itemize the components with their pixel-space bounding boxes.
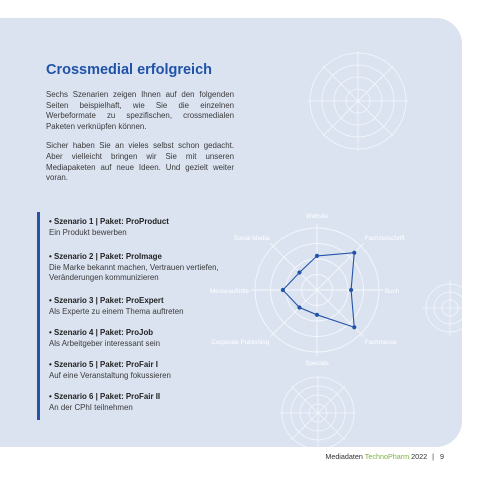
spider-web-decoration-bottom <box>278 373 358 447</box>
scenario-item-4 <box>49 328 160 349</box>
radar-data-point <box>352 325 356 329</box>
scenario-description: Ein Produkt bewerben <box>49 227 127 237</box>
page-title: Crossmedial erfolgreich <box>46 62 212 78</box>
radar-axis <box>270 290 317 337</box>
scenario-item-3 <box>49 296 184 317</box>
radar-axis-label: Website <box>305 213 329 220</box>
scenario-heading: • Szenario 6 | Paket: ProFair II <box>49 392 160 403</box>
media-radar-chart <box>190 178 430 378</box>
radar-axis-label: Buch <box>385 288 400 295</box>
radar-axis <box>317 243 364 290</box>
page-footer <box>325 452 444 461</box>
radar-axis-label: Corporate Publishing <box>211 338 270 346</box>
spider-web-decoration-top <box>303 46 413 156</box>
radar-axis <box>270 243 317 290</box>
radar-axis <box>317 290 364 337</box>
scenario-item-1 <box>49 217 169 238</box>
footer-brand: TechnoPharm <box>364 452 410 461</box>
radar-data-point <box>297 305 301 309</box>
footer-prefix: Mediadaten <box>325 452 365 461</box>
radar-data-point <box>315 313 319 317</box>
scenario-description: Als Arbeitgeber interessant sein <box>49 338 160 348</box>
radar-axis-label: Specials <box>305 360 329 367</box>
radar-data-point <box>281 288 285 292</box>
scenario-heading: • Szenario 5 | Paket: ProFair I <box>49 360 171 371</box>
page-number: 9 <box>440 452 444 461</box>
scenario-heading: • Szenario 4 | Paket: ProJob <box>49 328 160 339</box>
radar-data-point <box>349 288 353 292</box>
scenario-description: Die Marke bekannt machen, Vertrauen vertiefen, Veränderungen kommunizieren <box>49 262 219 283</box>
scenario-heading: • Szenario 1 | Paket: ProProduct <box>49 217 169 228</box>
content-panel <box>0 18 462 447</box>
scenario-description: An der CPhI teilnehmen <box>49 402 133 412</box>
radar-data-point <box>315 254 319 258</box>
radar-axis-label: Fachmesse <box>364 338 397 346</box>
intro-paragraph-2: Sicher haben Sie an vieles selbst schon gedacht. Aber vielleicht bringen wir Sie mit unseren Mediapaketen auf neue Ideen. Und gezielt weiter voran. <box>46 141 234 183</box>
intro-paragraph-1: Sechs Szenarien zeigen Ihnen auf den folgenden Seiten beispielhaft, wie Sie die einzelnen Werbeformate zu spezifischen, crossmedialen Paketen verknüpfen können. <box>46 90 234 131</box>
radar-data-point <box>352 251 356 255</box>
scenario-description: Als Experte zu einem Thema auftreten <box>49 306 184 316</box>
scenario-item-5 <box>49 360 171 381</box>
radar-data-point <box>297 270 301 274</box>
scenario-item-6 <box>49 392 160 413</box>
footer-separator: | <box>432 452 434 461</box>
scenario-heading: • Szenario 3 | Paket: ProExpert <box>49 296 184 307</box>
footer-year: 2022 <box>409 452 428 461</box>
scenario-description: Auf eine Veranstaltung fokussieren <box>49 370 171 380</box>
radar-axis-label: Social Media <box>233 235 270 243</box>
radar-axis-label: Fachzeitschrift <box>364 235 405 243</box>
scenario-heading: • Szenario 2 | Paket: ProImage <box>49 252 240 263</box>
radar-axis-label: Messeauftritte <box>210 288 249 295</box>
